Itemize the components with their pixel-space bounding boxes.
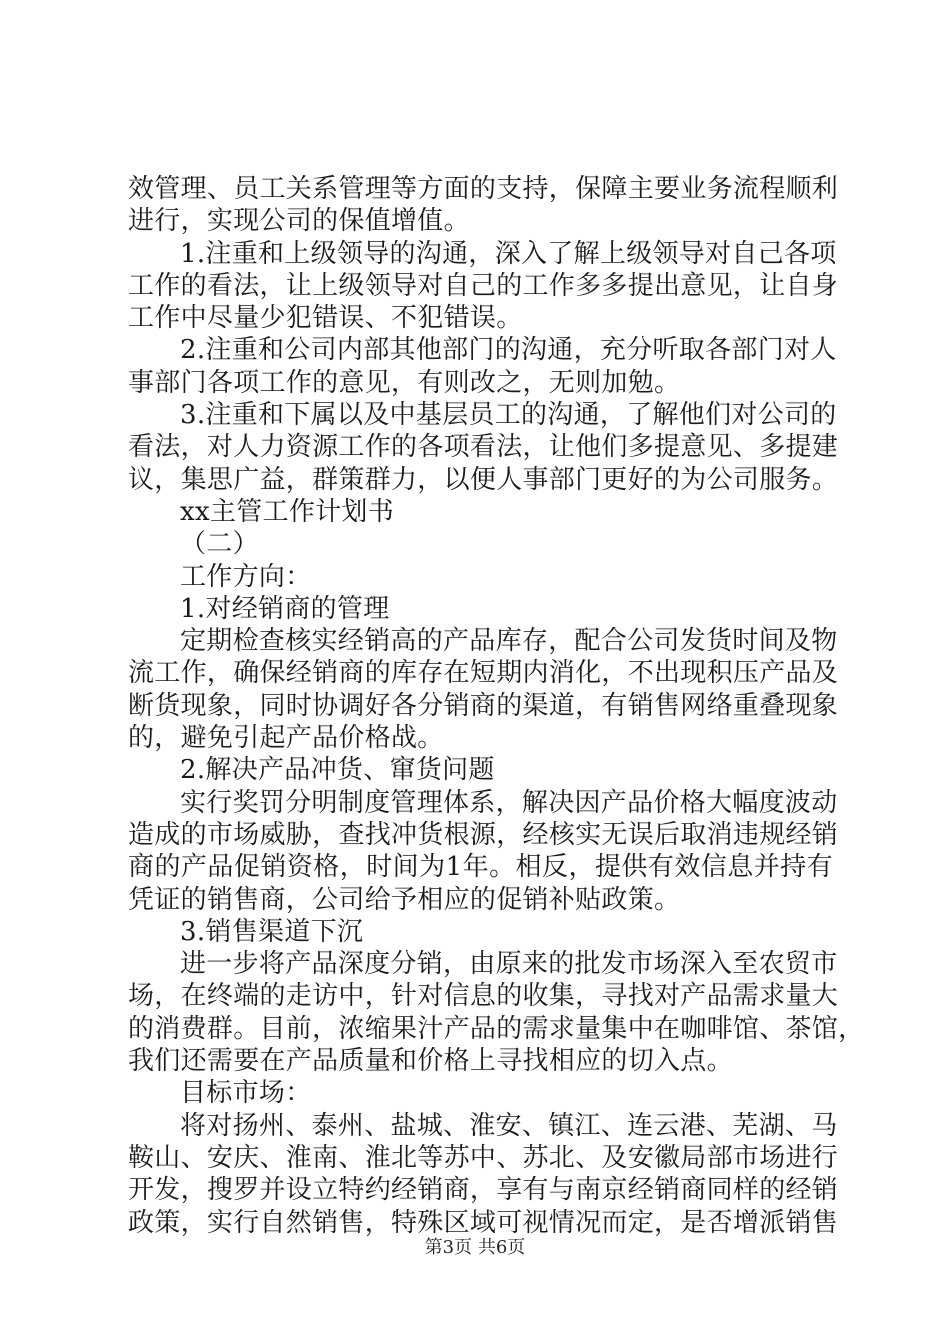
text-line: 定期检查核实经销高的产品库存，配合公司发货时间及物 xyxy=(180,626,838,657)
text-line: 流工作，确保经销商的库存在短期内消化，不出现积压产品及 xyxy=(128,658,839,689)
text-line: 工作中尽量少犯错误、不犯错误。 xyxy=(128,303,523,334)
text-line: 2.解决产品冲货、窜货问题 xyxy=(180,755,495,786)
page-footer: 第3页 共6页 xyxy=(424,1237,526,1258)
text-line: 工作方向： xyxy=(180,561,312,592)
text-line: 实行奖罚分明制度管理体系，解决因产品价格大幅度波动 xyxy=(180,787,838,818)
text-line: 场，在终端的走访中，针对信息的收集，寻找对产品需求量大 xyxy=(128,981,839,1012)
document-body xyxy=(128,173,865,1239)
text-line: 鞍山、安庆、淮南、淮北等苏中、苏北、及安徽局部市场进行 xyxy=(128,1142,839,1173)
text-line: 的，避免引起产品价格战。 xyxy=(128,723,444,754)
text-line: 开发，搜罗并设立特约经销商，享有与南京经销商同样的经销 xyxy=(128,1175,839,1206)
text-line: 凭证的销售商，公司给予相应的促销补贴政策。 xyxy=(128,884,681,915)
text-line: （二） xyxy=(180,529,259,560)
text-line: 工作的看法，让上级领导对自己的工作多多提出意见，让自身 xyxy=(128,270,839,301)
text-line: 断货现象，同时协调好各分销商的渠道，有销售网络重叠现象 xyxy=(128,690,839,721)
text-line: 政策，实行自然销售，特殊区域可视情况而定，是否增派销售 xyxy=(128,1207,839,1238)
text-line: 的消费群。目前，浓缩果汁产品的需求量集中在咖啡馆、茶馆， xyxy=(128,1013,865,1044)
text-line: 进行，实现公司的保值增值。 xyxy=(128,206,470,237)
text-line: 2.注重和公司内部其他部门的沟通，充分听取各部门对人 xyxy=(180,335,837,366)
text-line: 事部门各项工作的意见，有则改之，无则加勉。 xyxy=(128,367,681,398)
text-line: 进一步将产品深度分销，由原来的批发市场深入至农贸市 xyxy=(180,949,838,980)
text-line: 我们还需要在产品质量和价格上寻找相应的切入点。 xyxy=(128,1046,733,1077)
text-line: 将对扬州、泰州、盐城、淮安、镇江、连云港、芜湖、马 xyxy=(180,1110,838,1141)
text-line: 商的产品促销资格，时间为1年。相反，提供有效信息并持有 xyxy=(128,852,833,883)
text-line: 1.注重和上级领导的沟通，深入了解上级领导对自己各项 xyxy=(180,238,837,269)
text-line: 3.注重和下属以及中基层员工的沟通，了解他们对公司的 xyxy=(180,400,837,431)
text-line: 看法，对人力资源工作的各项看法，让他们多提意见、多提建 xyxy=(128,432,839,463)
text-line: 造成的市场威胁，查找冲货根源，经核实无误后取消违规经销 xyxy=(128,819,839,850)
text-line: 效管理、员工关系管理等方面的支持，保障主要业务流程顺利 xyxy=(128,174,839,204)
text-line: 议，集思广益，群策群力，以便人事部门更好的为公司服务。 xyxy=(128,464,839,495)
text-line: 目标市场： xyxy=(180,1078,312,1109)
text-line: xx主管工作计划书 xyxy=(180,496,395,527)
text-line: 3.销售渠道下沉 xyxy=(180,916,364,947)
text-line: 1.对经销商的管理 xyxy=(180,593,390,624)
